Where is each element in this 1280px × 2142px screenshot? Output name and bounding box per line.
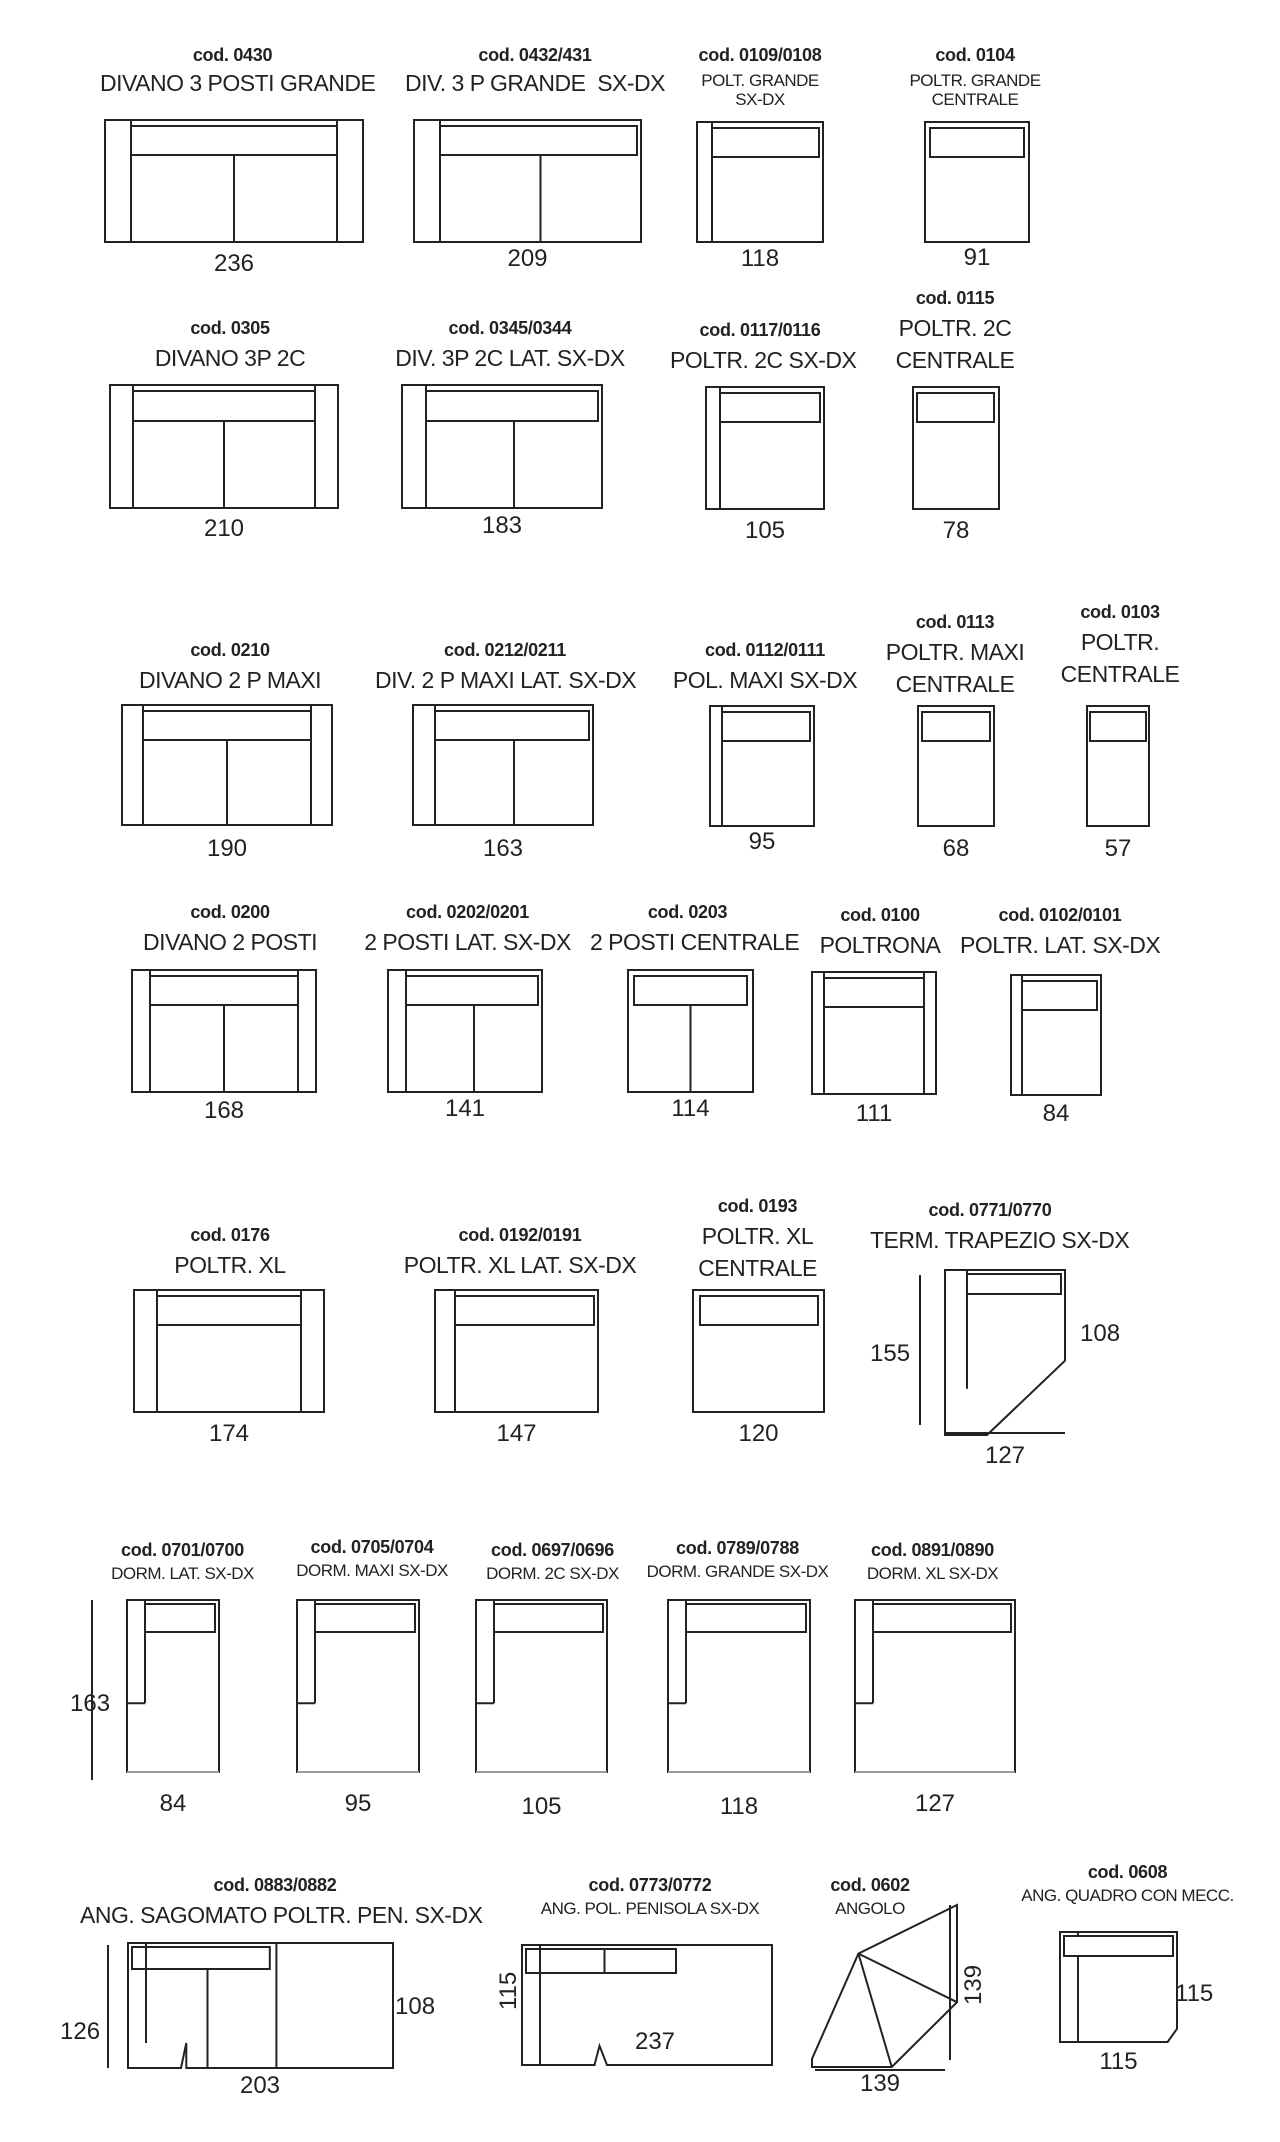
module-code: cod. 0102/0101: [998, 905, 1122, 925]
module-code: cod. 0176: [190, 1225, 270, 1245]
width-dimension: 236: [213, 250, 255, 277]
module-drawing: [810, 970, 938, 1096]
depth-dimension: 126: [60, 2018, 101, 2045]
module-name: POL. MAXI SX-DX: [672, 667, 858, 693]
module-drawing: [911, 385, 1001, 511]
module-backrest: [131, 126, 337, 155]
depth-dimension: 139: [960, 1964, 987, 2005]
width-dimension: 127: [914, 1790, 956, 1817]
module-code: cod. 0701/0700: [121, 1540, 244, 1560]
module-name: DORM. LAT. SX-DX: [111, 1564, 254, 1583]
side-dimension: 108: [395, 1993, 436, 2020]
module-backrest: [426, 391, 598, 421]
module-code: cod. 0103: [1080, 602, 1160, 622]
module-drawing: [695, 120, 825, 244]
width-dimension: 114: [671, 1095, 710, 1122]
module-code: cod. 0608: [1087, 1862, 1168, 1882]
module-code: cod. 0430: [192, 45, 273, 65]
module-name: DIVANO 2 POSTI: [142, 929, 318, 955]
width-dimension: 78: [942, 517, 970, 544]
module-drawing: [666, 1598, 812, 1774]
width-dimension: 163: [482, 835, 524, 862]
module-drawing: [125, 1598, 221, 1774]
module-name: ANG. SAGOMATO POLTR. PEN. SX-DX: [80, 1902, 483, 1928]
depth-guide-line: [918, 1275, 922, 1425]
module-code: cod. 0202/0201: [406, 902, 529, 922]
module-drawing: [626, 968, 755, 1094]
module-code: cod. 0345/0344: [448, 318, 572, 338]
module-name: POLTRONA: [819, 932, 941, 958]
module-backrest: [315, 1604, 415, 1632]
module-drawing: [433, 1288, 600, 1414]
width-dimension: 118: [740, 245, 780, 272]
module-backrest: [133, 391, 315, 421]
module-drawing: [108, 383, 340, 510]
width-dimension: 120: [738, 1420, 779, 1447]
module-drawing: [708, 704, 816, 828]
module-drawing: [132, 1288, 326, 1414]
module-code: cod. 0432/431: [478, 45, 592, 65]
module-name: POLTR. XL CENTRALE: [698, 1223, 817, 1281]
module-backrest: [435, 711, 589, 740]
module-code: cod. 0203: [647, 902, 728, 922]
width-dimension: 190: [206, 835, 248, 862]
module-code: cod. 0104: [935, 45, 1015, 65]
module-backrest: [440, 126, 637, 155]
module-drawing: [916, 704, 996, 828]
module-name: ANG. QUADRO CON MECC.: [1021, 1886, 1234, 1905]
width-dimension: 57: [1104, 835, 1132, 862]
depth-dimension: 115: [495, 1971, 522, 2010]
depth-dimension: 163: [70, 1690, 111, 1717]
module-name: TERM. TRAPEZIO SX-DX: [870, 1227, 1130, 1253]
module-code: cod. 0210: [190, 640, 270, 660]
module-name: ANG. POL. PENISOLA SX-DX: [540, 1899, 760, 1918]
module-name: DIVANO 2 P MAXI: [138, 667, 322, 693]
module-code: cod. 0705/0704: [310, 1537, 434, 1557]
module-name: DORM. XL SX-DX: [866, 1564, 999, 1583]
module-backrest: [1022, 981, 1097, 1010]
module-drawing: [853, 1598, 1017, 1774]
module-drawing: [1085, 704, 1151, 828]
module-name: DIV. 2 P MAXI LAT. SX-DX: [375, 667, 637, 693]
module-code: cod. 0193: [717, 1196, 798, 1216]
module-drawing: [126, 1941, 395, 2070]
module-code: cod. 0200: [190, 902, 270, 922]
module-name: DORM. MAXI SX-DX: [296, 1561, 448, 1580]
module-name: DIV. 3 P GRANDE SX-DX: [405, 70, 665, 96]
width-dimension: 203: [239, 2072, 281, 2099]
module-backrest: [526, 1949, 676, 1973]
module-code: cod. 0602: [830, 1875, 910, 1895]
module-drawing: [386, 968, 544, 1094]
module-code: cod. 0212/0211: [444, 640, 566, 660]
width-dimension: 147: [496, 1420, 537, 1447]
module-backrest: [922, 712, 990, 741]
module-drawing: [474, 1598, 609, 1774]
module-backrest: [873, 1604, 1011, 1632]
module-name: POLTR. 2C CENTRALE: [895, 315, 1015, 373]
module-code: cod. 0117/0116: [699, 320, 821, 340]
width-guide-line: [815, 2068, 945, 2072]
width-dimension: 210: [203, 515, 245, 542]
module-name: POLTR. GRANDE CENTRALE: [909, 71, 1041, 109]
module-backrest: [1090, 712, 1146, 741]
module-drawing: [1009, 973, 1103, 1097]
module-backrest: [700, 1296, 818, 1325]
module-code: cod. 0115: [915, 288, 995, 308]
module-drawing: [295, 1598, 421, 1774]
module-drawing: [120, 703, 334, 827]
depth-guide-line: [106, 1945, 110, 2068]
module-drawing: [411, 703, 595, 827]
module-name: POLT. GRANDE SX-DX: [701, 71, 819, 109]
module-code: cod. 0773/0772: [588, 1875, 712, 1895]
width-dimension: 105: [521, 1793, 562, 1820]
width-dimension: 115: [1099, 2048, 1138, 2075]
width-dimension: 139: [859, 2070, 901, 2097]
width-dimension: 168: [203, 1097, 245, 1124]
width-dimension: 118: [719, 1793, 759, 1820]
module-code: cod. 0789/0788: [676, 1538, 799, 1558]
module-code: cod. 0697/0696: [491, 1540, 614, 1560]
depth-dimension: 155: [870, 1340, 911, 1367]
module-name: POLTR. LAT. SX-DX: [960, 932, 1161, 958]
module-code: cod. 0109/0108: [698, 45, 822, 65]
module-backrest: [967, 1274, 1061, 1294]
width-dimension: 174: [208, 1420, 250, 1447]
width-dimension: 95: [344, 1790, 372, 1817]
width-dimension: 237: [634, 2028, 676, 2055]
module-code: cod. 0891/0890: [871, 1540, 994, 1560]
module-code: cod. 0112/0111: [705, 640, 825, 660]
module-backrest: [132, 1947, 270, 1969]
module-name: DIVANO 3P 2C: [154, 345, 306, 371]
module-name: DIV. 3P 2C LAT. SX-DX: [395, 345, 625, 371]
module-drawing: [1058, 1930, 1179, 2044]
width-guide-line: [945, 1431, 1065, 1435]
module-backrest: [722, 712, 810, 741]
side-dimension: 108: [1080, 1320, 1121, 1347]
module-backrest: [686, 1604, 806, 1632]
module-code: cod. 0771/0770: [928, 1200, 1052, 1220]
module-backrest: [930, 128, 1024, 157]
width-dimension: 105: [744, 517, 786, 544]
module-name: DIVANO 3 POSTI GRANDE: [100, 70, 376, 96]
width-dimension: 91: [963, 244, 991, 271]
module-backrest: [917, 393, 994, 422]
module-backrest: [143, 711, 311, 740]
module-name: ANGOLO: [835, 1899, 905, 1918]
module-backrest: [712, 128, 819, 157]
module-backrest: [720, 393, 820, 422]
module-backrest: [157, 1296, 301, 1325]
width-dimension: 127: [984, 1442, 1026, 1469]
module-drawing: [943, 1268, 1067, 1437]
module-backrest: [494, 1604, 603, 1632]
width-dimension: 84: [1042, 1100, 1070, 1127]
module-drawing: [412, 118, 643, 244]
module-name: POLTR. XL LAT. SX-DX: [403, 1252, 637, 1278]
module-code: cod. 0883/0882: [213, 1875, 337, 1895]
module-name: DORM. 2C SX-DX: [486, 1564, 619, 1583]
module-backrest: [150, 976, 298, 1005]
module-drawing: [923, 120, 1031, 244]
width-dimension: 111: [855, 1100, 893, 1127]
module-backrest: [634, 976, 747, 1005]
width-dimension: 183: [481, 512, 523, 539]
module-drawing: [130, 968, 318, 1094]
module-backrest: [145, 1604, 215, 1632]
width-dimension: 141: [444, 1095, 486, 1122]
module-backrest: [455, 1296, 594, 1325]
width-dimension: 68: [942, 835, 970, 862]
module-backrest: [1064, 1936, 1173, 1956]
module-name: POLTR. CENTRALE: [1060, 629, 1180, 687]
module-name: POLTR. 2C SX-DX: [670, 347, 857, 373]
module-code: cod. 0192/0191: [458, 1225, 582, 1245]
depth-guide-line: [90, 1600, 94, 1780]
module-code: cod. 0113: [915, 612, 995, 632]
module-drawing: [691, 1288, 826, 1414]
width-dimension: 95: [748, 828, 776, 855]
module-code: cod. 0100: [840, 905, 920, 925]
module-backrest: [406, 976, 538, 1005]
width-dimension: 209: [507, 245, 548, 272]
module-name: 2 POSTI LAT. SX-DX: [364, 929, 571, 955]
module-code: cod. 0305: [190, 318, 270, 338]
module-name: 2 POSTI CENTRALE: [590, 929, 800, 955]
module-drawing: [810, 1903, 959, 2069]
module-backrest: [824, 978, 924, 1007]
module-name: DORM. GRANDE SX-DX: [646, 1562, 829, 1581]
width-dimension: 84: [159, 1790, 187, 1817]
module-drawing: [704, 385, 826, 511]
depth-guide-line: [948, 1905, 952, 2060]
module-drawing: [400, 383, 604, 510]
module-name: POLTR. XL: [174, 1252, 286, 1278]
module-name: POLTR. MAXI CENTRALE: [885, 639, 1025, 697]
module-drawing: [103, 118, 365, 244]
side-dimension: 115: [1175, 1980, 1214, 2007]
